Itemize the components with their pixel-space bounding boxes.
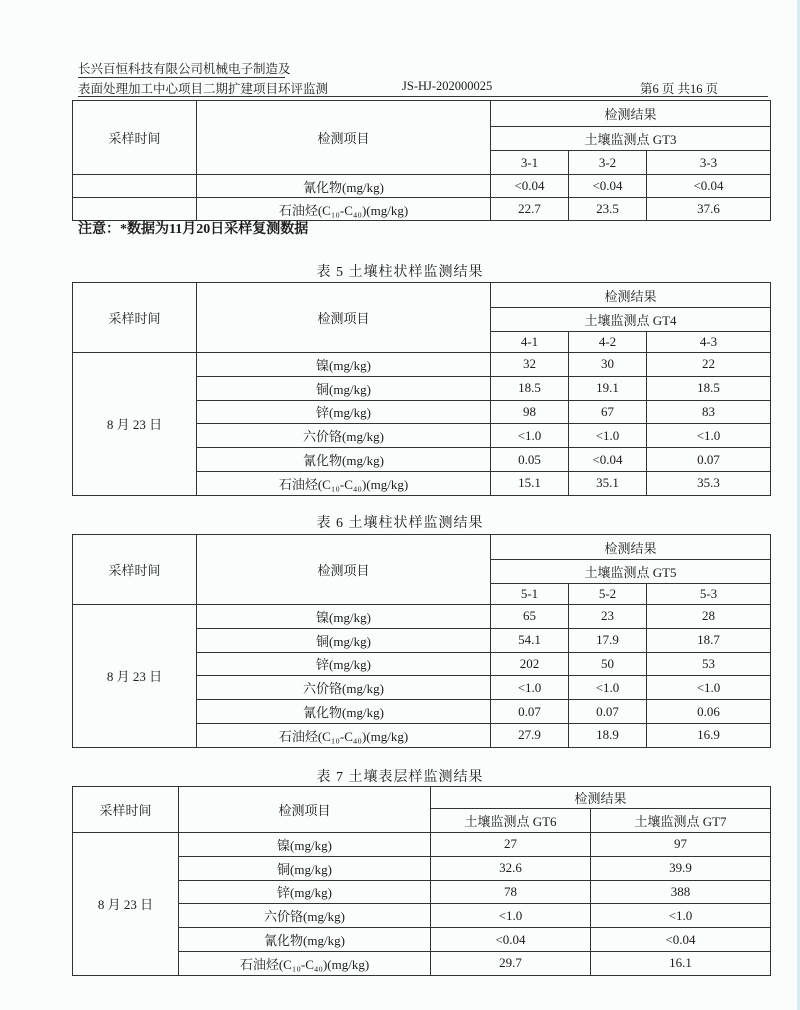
value-cell: 0.06 — [647, 700, 771, 724]
table-7-title: 表 7 土壤表层样监测结果 — [316, 770, 484, 785]
sampling-date-cell: 8 月 23 日 — [73, 353, 197, 496]
value-cell: 0.07 — [569, 700, 647, 724]
table-row — [73, 353, 771, 377]
value-cell: 27 — [431, 833, 591, 857]
header-monitoring-point: 土壤监测点 GT4 — [491, 308, 771, 332]
value-cell: 15.1 — [491, 471, 569, 495]
item-cell: 石油烃(C₁₀-C₄₀)(mg/kg) — [197, 471, 491, 495]
header-sample-id: 5-3 — [647, 584, 771, 605]
value-cell: <0.04 — [591, 928, 771, 952]
value-cell: 28 — [647, 605, 771, 629]
header-sample-id: 3-1 — [491, 151, 569, 175]
value-cell: 0.07 — [491, 700, 569, 724]
header-sample-id: 4-1 — [491, 332, 569, 353]
header-doc-number: JS-HJ-202000025 — [402, 79, 493, 93]
note-text: 注意：*数据为11月20日采样复测数据 — [78, 222, 309, 237]
value-cell: 65 — [491, 605, 569, 629]
value-cell: 18.9 — [569, 723, 647, 747]
value-cell: 19.1 — [569, 376, 647, 400]
header-sample-id: 5-1 — [491, 584, 569, 605]
item-cell: 石油烃(C₁₀-C₄₀)(mg/kg) — [197, 198, 491, 221]
header-test-result: 检测结果 — [491, 535, 771, 560]
item-cell: 铜(mg/kg) — [179, 856, 431, 880]
value-cell: 388 — [591, 880, 771, 904]
value-cell: <1.0 — [569, 424, 647, 448]
header-sampling-time: 采样时间 — [73, 101, 197, 175]
header-sample-id: 5-2 — [569, 584, 647, 605]
value-cell: <0.04 — [569, 448, 647, 472]
item-cell: 铜(mg/kg) — [197, 376, 491, 400]
value-cell: 22.7 — [491, 198, 569, 221]
item-cell: 六价铬(mg/kg) — [197, 676, 491, 700]
value-cell: 37.6 — [647, 198, 771, 221]
value-cell: 18.5 — [647, 376, 771, 400]
header-monitoring-point: 土壤监测点 GT6 — [431, 809, 591, 833]
value-cell: 27.9 — [491, 723, 569, 747]
table-row — [73, 175, 771, 198]
item-cell: 氰化物(mg/kg) — [197, 448, 491, 472]
value-cell: 50 — [569, 652, 647, 676]
value-cell: <1.0 — [491, 424, 569, 448]
item-cell: 六价铬(mg/kg) — [179, 904, 431, 928]
value-cell: <0.04 — [491, 175, 569, 198]
item-cell: 镍(mg/kg) — [197, 605, 491, 629]
value-cell: 23 — [569, 605, 647, 629]
item-cell: 锌(mg/kg) — [197, 652, 491, 676]
item-cell: 镍(mg/kg) — [197, 353, 491, 377]
item-cell: 氰化物(mg/kg) — [197, 700, 491, 724]
value-cell: 22 — [647, 353, 771, 377]
value-cell: 29.7 — [431, 951, 591, 975]
sampling-date-cell: 8 月 23 日 — [73, 605, 197, 748]
value-cell: <1.0 — [431, 904, 591, 928]
value-cell: 16.9 — [647, 723, 771, 747]
value-cell: 78 — [431, 880, 591, 904]
item-cell: 铜(mg/kg) — [197, 628, 491, 652]
value-cell: 39.9 — [591, 856, 771, 880]
table-6-title: 表 6 土壤柱状样监测结果 — [316, 516, 484, 531]
value-cell: 16.1 — [591, 951, 771, 975]
value-cell: <1.0 — [569, 676, 647, 700]
value-cell: 202 — [491, 652, 569, 676]
item-cell: 石油烃(C₁₀-C₄₀)(mg/kg) — [197, 723, 491, 747]
value-cell: <1.0 — [491, 676, 569, 700]
value-cell: 23.5 — [569, 198, 647, 221]
sampling-date-cell — [73, 175, 197, 198]
header-company: 长兴百恒科技有限公司机械电子制造及 — [78, 62, 291, 76]
value-cell: 67 — [569, 400, 647, 424]
value-cell: <1.0 — [647, 676, 771, 700]
header-sampling-time: 采样时间 — [73, 535, 197, 605]
header-test-result: 检测结果 — [431, 787, 771, 809]
header-test-result: 检测结果 — [491, 101, 771, 127]
value-cell: 98 — [491, 400, 569, 424]
value-cell: <1.0 — [591, 904, 771, 928]
header-monitoring-point: 土壤监测点 GT5 — [491, 560, 771, 584]
value-cell: 0.05 — [491, 448, 569, 472]
value-cell: 30 — [569, 353, 647, 377]
value-cell: 18.7 — [647, 628, 771, 652]
item-cell: 石油烃(C₁₀-C₄₀)(mg/kg) — [179, 951, 431, 975]
header-underline-2 — [78, 96, 768, 97]
header-test-item: 检测项目 — [197, 535, 491, 605]
item-cell: 六价铬(mg/kg) — [197, 424, 491, 448]
header-test-item: 检测项目 — [197, 283, 491, 353]
header-test-item: 检测项目 — [179, 787, 431, 833]
header-underline-1 — [78, 77, 285, 78]
item-cell: 锌(mg/kg) — [179, 880, 431, 904]
table-5-title: 表 5 土壤柱状样监测结果 — [316, 265, 484, 280]
value-cell: 97 — [591, 833, 771, 857]
value-cell: <0.04 — [431, 928, 591, 952]
header-test-result: 检测结果 — [491, 283, 771, 308]
item-cell: 镍(mg/kg) — [179, 833, 431, 857]
item-cell: 锌(mg/kg) — [197, 400, 491, 424]
value-cell: 35.3 — [647, 471, 771, 495]
header-page-number: 第6 页 共16 页 — [640, 82, 719, 96]
table-row — [73, 833, 771, 857]
header-test-item: 检测项目 — [197, 101, 491, 175]
value-cell: 35.1 — [569, 471, 647, 495]
header-sample-id: 4-2 — [569, 332, 647, 353]
value-cell: 83 — [647, 400, 771, 424]
header-sample-id: 3-3 — [647, 151, 771, 175]
header-monitoring-point: 土壤监测点 GT7 — [591, 809, 771, 833]
value-cell: 54.1 — [491, 628, 569, 652]
value-cell: <1.0 — [647, 424, 771, 448]
table-row — [73, 605, 771, 629]
header-sampling-time: 采样时间 — [73, 283, 197, 353]
value-cell: 53 — [647, 652, 771, 676]
header-project: 表面处理加工中心项目二期扩建项目环评监测 — [78, 82, 329, 96]
value-cell: 18.5 — [491, 376, 569, 400]
header-sample-id: 4-3 — [647, 332, 771, 353]
value-cell: <0.04 — [647, 175, 771, 198]
header-sample-id: 3-2 — [569, 151, 647, 175]
value-cell: 17.9 — [569, 628, 647, 652]
value-cell: 32 — [491, 353, 569, 377]
value-cell: 32.6 — [431, 856, 591, 880]
value-cell: <0.04 — [569, 175, 647, 198]
header-monitoring-point: 土壤监测点 GT3 — [491, 127, 771, 151]
sampling-date-cell: 8 月 23 日 — [73, 833, 179, 976]
item-cell: 氰化物(mg/kg) — [179, 928, 431, 952]
item-cell: 氰化物(mg/kg) — [197, 175, 491, 198]
value-cell: 0.07 — [647, 448, 771, 472]
header-sampling-time: 采样时间 — [73, 787, 179, 833]
